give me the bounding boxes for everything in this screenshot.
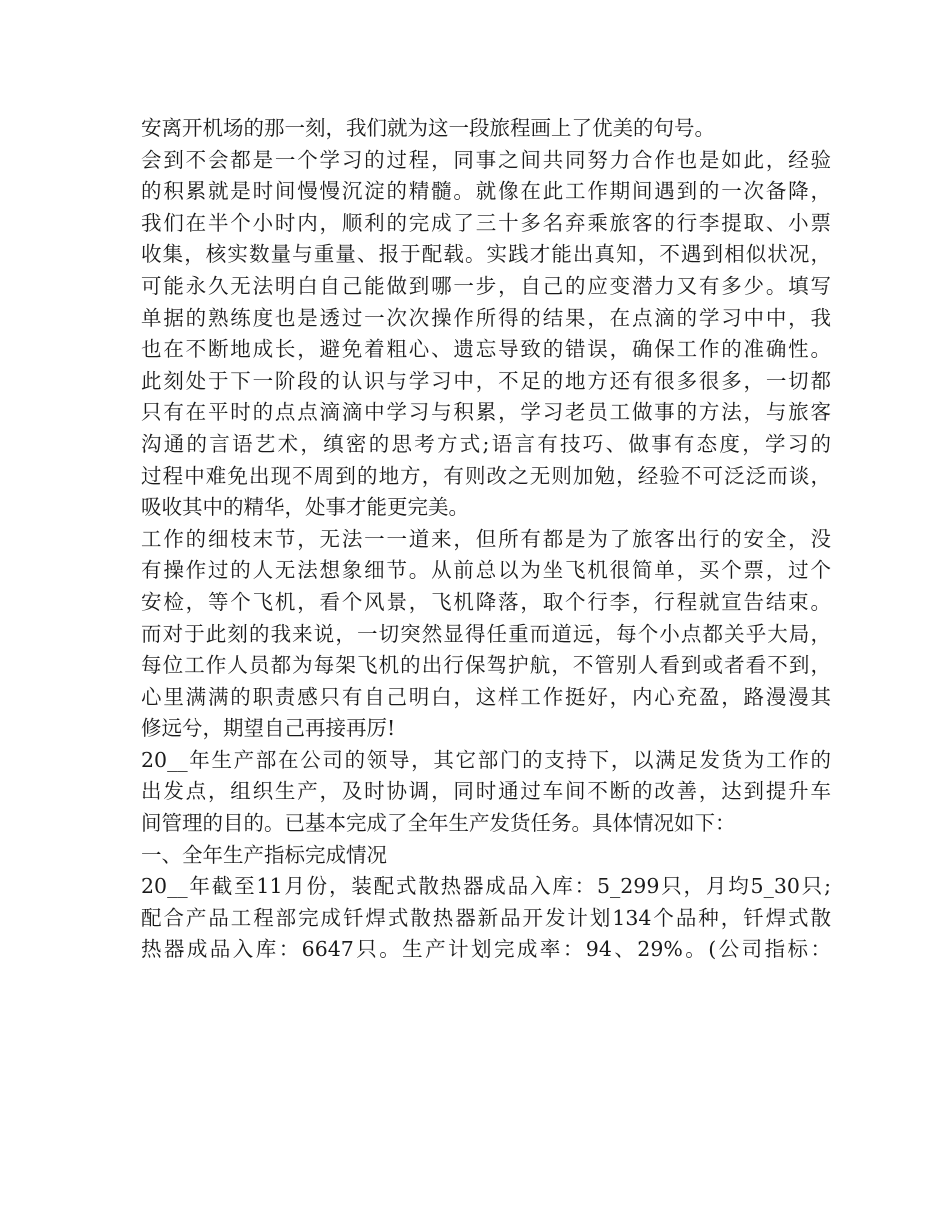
text-line: 也在不断地成长，避免着粗心、遗忘导致的错误，确保工作的准确性。 bbox=[141, 337, 831, 362]
body-text bbox=[141, 113, 831, 966]
text-line: 我们在半个小时内，顺利的完成了三十多名弃乘旅客的行李提取、小票 bbox=[141, 210, 831, 235]
text-line: 可能永久无法明白自己能做到哪一步，自己的应变潜力又有多少。填写 bbox=[141, 273, 831, 298]
text-line: 吸收其中的精华，处事才能更完美。 bbox=[141, 495, 469, 520]
text-line: 配合产品工程部完成钎焊式散热器新品开发计划134个品种，钎焊式散 bbox=[141, 905, 831, 930]
text-line: 安检，等个飞机，看个风景，飞机降落，取个行李，行程就宣告结束。 bbox=[141, 589, 831, 614]
text-line: 只有在平时的点点滴滴中学习与积累，学习老员工做事的方法，与旅客 bbox=[141, 400, 831, 425]
text-line: 热器成品入库：6647只。生产计划完成率：94、29%。(公司指标： bbox=[141, 937, 831, 962]
section-heading: 一、全年生产指标完成情况 bbox=[141, 842, 387, 867]
text-line: 出发点，组织生产，及时协调，同时通过车间不断的改善，达到提升车 bbox=[141, 779, 831, 804]
text-line: 每位工作人员都为每架飞机的出行保驾护航，不管别人看到或者看不到， bbox=[141, 653, 831, 678]
text-line: 会到不会都是一个学习的过程，同事之间共同努力合作也是如此，经验 bbox=[141, 147, 831, 172]
text-line: 单据的熟练度也是透过一次次操作所得的结果，在点滴的学习中中，我 bbox=[141, 305, 831, 330]
text-line: 的积累就是时间慢慢沉淀的精髓。就像在此工作期间遇到的一次备降， bbox=[141, 179, 831, 204]
text-line: 修远兮，期望自己再接再厉! bbox=[141, 716, 396, 741]
text-line: 工作的细枝末节，无法一一道来，但所有都是为了旅客出行的安全，没 bbox=[141, 526, 831, 551]
text-line: 20__年生产部在公司的领导，其它部门的支持下，以满足发货为工作的 bbox=[141, 747, 831, 772]
text-line: 过程中难免出现不周到的地方，有则改之无则加勉，经验不可泛泛而谈， bbox=[141, 463, 831, 488]
text-line: 收集，核实数量与重量、报于配载。实践才能出真知，不遇到相似状况， bbox=[141, 242, 831, 267]
text-line: 安离开机场的那一刻，我们就为这一段旅程画上了优美的句号。 bbox=[141, 116, 715, 140]
text-line: 此刻处于下一阶段的认识与学习中，不足的地方还有很多很多，一切都 bbox=[141, 368, 831, 393]
text-line: 心里满满的职责感只有自己明白，这样工作挺好，内心充盈，路漫漫其 bbox=[141, 684, 831, 709]
text-line: 间管理的目的。已基本完成了全年生产发货任务。具体情况如下： bbox=[141, 811, 736, 836]
text-line: 而对于此刻的我来说，一切突然显得任重而道远，每个小点都关乎大局， bbox=[141, 621, 831, 646]
text-line: 沟通的言语艺术，缜密的思考方式;语言有技巧、做事有态度，学习的 bbox=[141, 431, 831, 456]
text-line: 20__年截至11月份，装配式散热器成品入库：5_299只，月均5_30只; bbox=[141, 874, 831, 899]
text-line: 有操作过的人无法想象细节。从前总以为坐飞机很简单，买个票，过个 bbox=[141, 558, 831, 583]
